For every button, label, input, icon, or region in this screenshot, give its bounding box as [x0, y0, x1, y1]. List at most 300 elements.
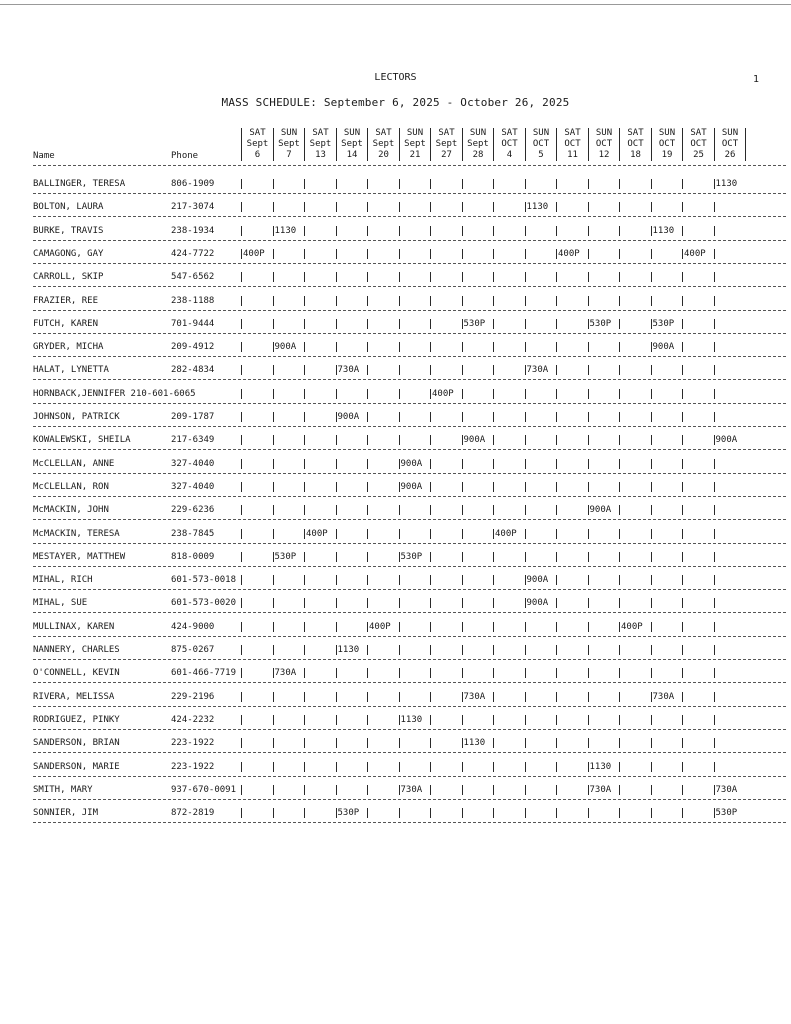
- slot-divider: [273, 505, 274, 515]
- column-header-month: Sept: [404, 139, 426, 149]
- slot-divider: [619, 692, 620, 702]
- slot-divider: [651, 622, 652, 632]
- slot-divider: [556, 179, 557, 189]
- mass-assignment: 1130: [715, 179, 738, 189]
- slot-divider: [556, 249, 557, 259]
- slot-divider: [399, 412, 400, 422]
- slot-divider: [367, 808, 368, 818]
- column-header-date: 12: [598, 150, 610, 160]
- slot-divider: [336, 785, 337, 795]
- slot-divider: [304, 785, 305, 795]
- slot-divider: [651, 552, 652, 562]
- mass-assignment: 900A: [715, 435, 738, 446]
- slot-divider: [556, 762, 557, 772]
- slot-divider: [462, 738, 463, 748]
- slot-divider: [493, 762, 494, 772]
- slot-divider: [682, 738, 683, 748]
- slot-divider: [556, 622, 557, 632]
- column-header-month: Sept: [372, 139, 395, 149]
- slot-divider: [588, 365, 589, 375]
- slot-divider: [714, 482, 715, 492]
- slot-divider: [588, 296, 589, 306]
- slot-divider: [556, 226, 557, 236]
- slot-divider: [367, 202, 368, 212]
- slot-divider: [273, 272, 274, 282]
- mass-assignment: 730A: [274, 668, 297, 679]
- row-name: MESTAYER, MATTHEW: [33, 551, 126, 562]
- slot-divider: [619, 715, 620, 725]
- slot-divider: [619, 459, 620, 469]
- slot-divider: [525, 552, 526, 562]
- slot-divider: [588, 389, 589, 399]
- slot-divider: [336, 575, 337, 585]
- mass-assignment: 1130: [274, 225, 297, 236]
- slot-divider: [304, 692, 305, 702]
- slot-divider: [493, 738, 494, 748]
- mass-assignment: 730A: [589, 784, 612, 795]
- slot-divider: [651, 226, 652, 236]
- slot-divider: [525, 482, 526, 492]
- slot-divider: [430, 762, 431, 772]
- slot-divider: [399, 598, 400, 608]
- mass-assignment: 530P: [400, 551, 423, 562]
- slot-divider: [556, 202, 557, 212]
- slot-divider: [336, 202, 337, 212]
- slot-divider: [273, 389, 274, 399]
- slot-divider: [682, 575, 683, 585]
- slot-divider: [367, 482, 368, 492]
- mass-assignment: 400P: [558, 248, 580, 259]
- slot-divider: [525, 692, 526, 702]
- column-divider: [336, 128, 337, 161]
- slot-divider: [556, 342, 557, 352]
- slot-divider: [525, 622, 526, 632]
- slot-divider: [588, 226, 589, 236]
- slot-divider: [241, 598, 242, 608]
- slot-divider: [430, 342, 431, 352]
- slot-divider: [493, 622, 494, 632]
- slot-divider: [682, 598, 683, 608]
- slot-divider: [556, 738, 557, 748]
- slot-divider: [430, 692, 431, 702]
- slot-divider: [588, 249, 589, 259]
- slot-divider: [336, 692, 337, 702]
- slot-divider: [493, 529, 494, 539]
- row-rule: [33, 612, 786, 613]
- slot-divider: [588, 505, 589, 515]
- row-phone: 806-1909: [171, 179, 215, 189]
- slot-divider: [462, 342, 463, 352]
- row-rule: [33, 496, 786, 497]
- slot-divider: [462, 179, 463, 189]
- slot-divider: [430, 645, 431, 655]
- column-divider: [682, 128, 683, 161]
- slot-divider: [651, 412, 652, 422]
- slot-divider: [273, 179, 274, 189]
- slot-divider: [273, 342, 274, 352]
- slot-divider: [556, 552, 557, 562]
- slot-divider: [241, 762, 242, 772]
- slot-divider: [304, 715, 305, 725]
- slot-divider: [619, 552, 620, 562]
- slot-divider: [682, 412, 683, 422]
- row-name: FRAZIER, REE: [33, 295, 99, 306]
- slot-divider: [399, 622, 400, 632]
- slot-divider: [304, 272, 305, 282]
- slot-divider: [336, 808, 337, 818]
- slot-divider: [430, 202, 431, 212]
- row-phone: 601-573-0020: [171, 598, 237, 609]
- slot-divider: [714, 505, 715, 515]
- slot-divider: [462, 598, 463, 608]
- slot-divider: [430, 226, 431, 236]
- slot-divider: [651, 296, 652, 306]
- row-rule: [33, 706, 786, 707]
- column-divider: [430, 128, 431, 161]
- slot-divider: [430, 785, 431, 795]
- slot-divider: [367, 529, 368, 539]
- slot-divider: [462, 715, 463, 725]
- row-name: FUTCH, KAREN: [33, 318, 99, 329]
- row-rule: [33, 682, 786, 683]
- slot-divider: [525, 668, 526, 678]
- slot-divider: [651, 482, 652, 492]
- slot-divider: [525, 785, 526, 795]
- slot-divider: [493, 272, 494, 282]
- slot-divider: [619, 319, 620, 329]
- row-phone: 217-3074: [171, 202, 215, 213]
- slot-divider: [241, 529, 242, 539]
- slot-divider: [714, 389, 715, 399]
- slot-divider: [493, 249, 494, 259]
- row-rule: [33, 636, 786, 637]
- slot-divider: [336, 762, 337, 772]
- slot-divider: [556, 412, 557, 422]
- row-name: CARROLL, SKIP: [33, 272, 104, 283]
- mass-assignment: 730A: [337, 365, 360, 376]
- slot-divider: [336, 738, 337, 748]
- slot-divider: [714, 272, 715, 282]
- slot-divider: [682, 715, 683, 725]
- slot-divider: [399, 505, 400, 515]
- slot-divider: [304, 645, 305, 655]
- slot-divider: [714, 575, 715, 585]
- slot-divider: [399, 575, 400, 585]
- slot-divider: [493, 598, 494, 608]
- slot-divider: [556, 319, 557, 329]
- column-header-day: SAT: [375, 128, 392, 138]
- slot-divider: [367, 738, 368, 748]
- slot-divider: [304, 342, 305, 352]
- slot-divider: [336, 552, 337, 562]
- slot-divider: [304, 552, 305, 562]
- mass-assignment: 900A: [526, 598, 549, 609]
- row-rule: [33, 193, 786, 194]
- slot-divider: [273, 412, 274, 422]
- slot-divider: [682, 622, 683, 632]
- row-phone: 238-1934: [171, 225, 215, 236]
- slot-divider: [651, 249, 652, 259]
- slot-divider: [682, 692, 683, 702]
- row-phone: 601-573-0018: [171, 575, 237, 586]
- slot-divider: [462, 622, 463, 632]
- slot-divider: [399, 692, 400, 702]
- slot-divider: [399, 179, 400, 189]
- slot-divider: [651, 319, 652, 329]
- slot-divider: [714, 226, 715, 236]
- schedule-subtitle: MASS SCHEDULE: September 6, 2025 - October 26, 2025: [221, 96, 570, 109]
- slot-divider: [273, 296, 274, 306]
- slot-divider: [714, 412, 715, 422]
- slot-divider: [462, 249, 463, 259]
- header-rule: [33, 165, 786, 166]
- row-rule: [33, 776, 786, 777]
- slot-divider: [619, 226, 620, 236]
- slot-divider: [430, 412, 431, 422]
- slot-divider: [714, 785, 715, 795]
- slot-divider: [714, 622, 715, 632]
- slot-divider: [336, 226, 337, 236]
- slot-divider: [367, 435, 368, 445]
- column-header-day: SUN: [721, 128, 739, 138]
- slot-divider: [304, 202, 305, 212]
- slot-divider: [430, 738, 431, 748]
- slot-divider: [525, 715, 526, 725]
- slot-divider: [336, 598, 337, 608]
- slot-divider: [304, 505, 305, 515]
- slot-divider: [367, 762, 368, 772]
- row-name: SMITH, MARY: [33, 784, 93, 795]
- column-header-day: SAT: [438, 128, 455, 138]
- slot-divider: [714, 319, 715, 329]
- slot-divider: [493, 459, 494, 469]
- column-header-month: Sept: [341, 139, 363, 149]
- slot-divider: [273, 482, 274, 492]
- row-phone: 229-6236: [171, 505, 215, 516]
- slot-divider: [367, 622, 368, 632]
- slot-divider: [273, 319, 274, 329]
- slot-divider: [273, 668, 274, 678]
- slot-divider: [336, 272, 337, 282]
- column-header-month: Sept: [435, 139, 458, 149]
- column-divider: [745, 128, 746, 161]
- slot-divider: [714, 435, 715, 445]
- slot-divider: [588, 319, 589, 329]
- slot-divider: [430, 808, 431, 818]
- slot-divider: [304, 296, 305, 306]
- row-name: NANNERY, CHARLES: [33, 645, 120, 655]
- slot-divider: [462, 412, 463, 422]
- slot-divider: [651, 715, 652, 725]
- mass-assignment: 1130: [337, 645, 360, 655]
- page-title: LECTORS: [374, 72, 417, 83]
- column-header-month: Sept: [309, 139, 332, 149]
- row-phone: 875-0267: [171, 645, 215, 655]
- slot-divider: [651, 692, 652, 702]
- slot-divider: [241, 226, 242, 236]
- slot-divider: [367, 575, 368, 585]
- slot-divider: [619, 342, 620, 352]
- slot-divider: [273, 365, 274, 375]
- slot-divider: [430, 622, 431, 632]
- slot-divider: [651, 179, 652, 189]
- slot-divider: [588, 202, 589, 212]
- slot-divider: [588, 482, 589, 492]
- slot-divider: [525, 529, 526, 539]
- slot-divider: [462, 645, 463, 655]
- mass-assignment: 730A: [400, 784, 423, 795]
- slot-divider: [714, 808, 715, 818]
- slot-divider: [525, 179, 526, 189]
- slot-divider: [619, 482, 620, 492]
- column-header-month: Sept: [278, 139, 300, 149]
- mass-assignment: 530P: [463, 318, 486, 329]
- slot-divider: [493, 179, 494, 189]
- slot-divider: [714, 645, 715, 655]
- slot-divider: [651, 459, 652, 469]
- slot-divider: [367, 319, 368, 329]
- slot-divider: [619, 785, 620, 795]
- row-name: RIVERA, MELISSA: [33, 691, 115, 702]
- column-header-month: OCT: [690, 139, 707, 149]
- slot-divider: [493, 668, 494, 678]
- slot-divider: [241, 179, 242, 189]
- slot-divider: [682, 272, 683, 282]
- slot-divider: [525, 342, 526, 352]
- mass-assignment: 1130: [526, 202, 549, 213]
- slot-divider: [241, 202, 242, 212]
- slot-divider: [556, 785, 557, 795]
- slot-divider: [619, 529, 620, 539]
- slot-divider: [525, 808, 526, 818]
- slot-divider: [493, 715, 494, 725]
- slot-divider: [304, 668, 305, 678]
- mass-assignment: 900A: [337, 412, 360, 422]
- slot-divider: [430, 552, 431, 562]
- row-rule: [33, 519, 786, 520]
- slot-divider: [273, 645, 274, 655]
- slot-divider: [588, 435, 589, 445]
- slot-divider: [525, 435, 526, 445]
- column-divider: [714, 128, 715, 161]
- column-divider: [556, 128, 557, 161]
- slot-divider: [493, 645, 494, 655]
- row-phone: 872-2819: [171, 808, 215, 819]
- slot-divider: [525, 762, 526, 772]
- slot-divider: [525, 598, 526, 608]
- mass-assignment: 900A: [400, 458, 423, 469]
- column-divider: [273, 128, 274, 161]
- column-header-day: SAT: [564, 128, 581, 138]
- column-header-date: 26: [724, 150, 736, 160]
- column-divider: [588, 128, 589, 161]
- slot-divider: [682, 645, 683, 655]
- slot-divider: [525, 319, 526, 329]
- slot-divider: [430, 575, 431, 585]
- slot-divider: [367, 715, 368, 725]
- column-header-date: 11: [567, 150, 578, 160]
- row-rule: [33, 752, 786, 753]
- slot-divider: [336, 365, 337, 375]
- slot-divider: [556, 482, 557, 492]
- mass-assignment: 530P: [715, 808, 738, 819]
- slot-divider: [336, 459, 337, 469]
- slot-divider: [556, 435, 557, 445]
- phone-column-header: Phone: [171, 151, 199, 161]
- slot-divider: [619, 598, 620, 608]
- row-phone: 424-2232: [171, 714, 215, 725]
- slot-divider: [525, 459, 526, 469]
- slot-divider: [493, 342, 494, 352]
- column-header-month: OCT: [532, 139, 550, 149]
- slot-divider: [336, 622, 337, 632]
- slot-divider: [462, 459, 463, 469]
- slot-divider: [651, 808, 652, 818]
- slot-divider: [241, 575, 242, 585]
- slot-divider: [493, 482, 494, 492]
- slot-divider: [714, 342, 715, 352]
- slot-divider: [304, 389, 305, 399]
- slot-divider: [241, 342, 242, 352]
- row-rule: [33, 356, 786, 357]
- slot-divider: [241, 668, 242, 678]
- slot-divider: [619, 622, 620, 632]
- slot-divider: [682, 482, 683, 492]
- column-divider: [241, 128, 242, 161]
- slot-divider: [651, 668, 652, 678]
- slot-divider: [682, 505, 683, 515]
- slot-divider: [336, 249, 337, 259]
- slot-divider: [714, 715, 715, 725]
- slot-divider: [336, 715, 337, 725]
- slot-divider: [619, 668, 620, 678]
- slot-divider: [241, 692, 242, 702]
- slot-divider: [367, 668, 368, 678]
- slot-divider: [714, 249, 715, 259]
- column-header-date: 27: [441, 150, 452, 160]
- slot-divider: [241, 249, 242, 259]
- slot-divider: [651, 202, 652, 212]
- slot-divider: [651, 738, 652, 748]
- row-rule: [33, 729, 786, 730]
- mass-assignment: 1130: [463, 738, 486, 749]
- slot-divider: [304, 412, 305, 422]
- slot-divider: [462, 435, 463, 445]
- slot-divider: [525, 575, 526, 585]
- slot-divider: [241, 319, 242, 329]
- slot-divider: [241, 389, 242, 399]
- column-header-month: OCT: [658, 139, 676, 149]
- slot-divider: [682, 226, 683, 236]
- slot-divider: [462, 529, 463, 539]
- column-header-date: 18: [630, 150, 641, 160]
- column-header-day: SUN: [658, 128, 676, 138]
- slot-divider: [273, 692, 274, 702]
- column-header-date: 21: [409, 150, 421, 160]
- slot-divider: [588, 529, 589, 539]
- slot-divider: [556, 459, 557, 469]
- slot-divider: [588, 459, 589, 469]
- row-phone: 424-9000: [171, 621, 215, 632]
- slot-divider: [304, 738, 305, 748]
- column-divider: [493, 128, 494, 161]
- row-rule: [33, 426, 786, 427]
- slot-divider: [525, 202, 526, 212]
- row-phone: 818-0009: [171, 551, 215, 562]
- slot-divider: [399, 226, 400, 236]
- slot-divider: [304, 482, 305, 492]
- slot-divider: [651, 272, 652, 282]
